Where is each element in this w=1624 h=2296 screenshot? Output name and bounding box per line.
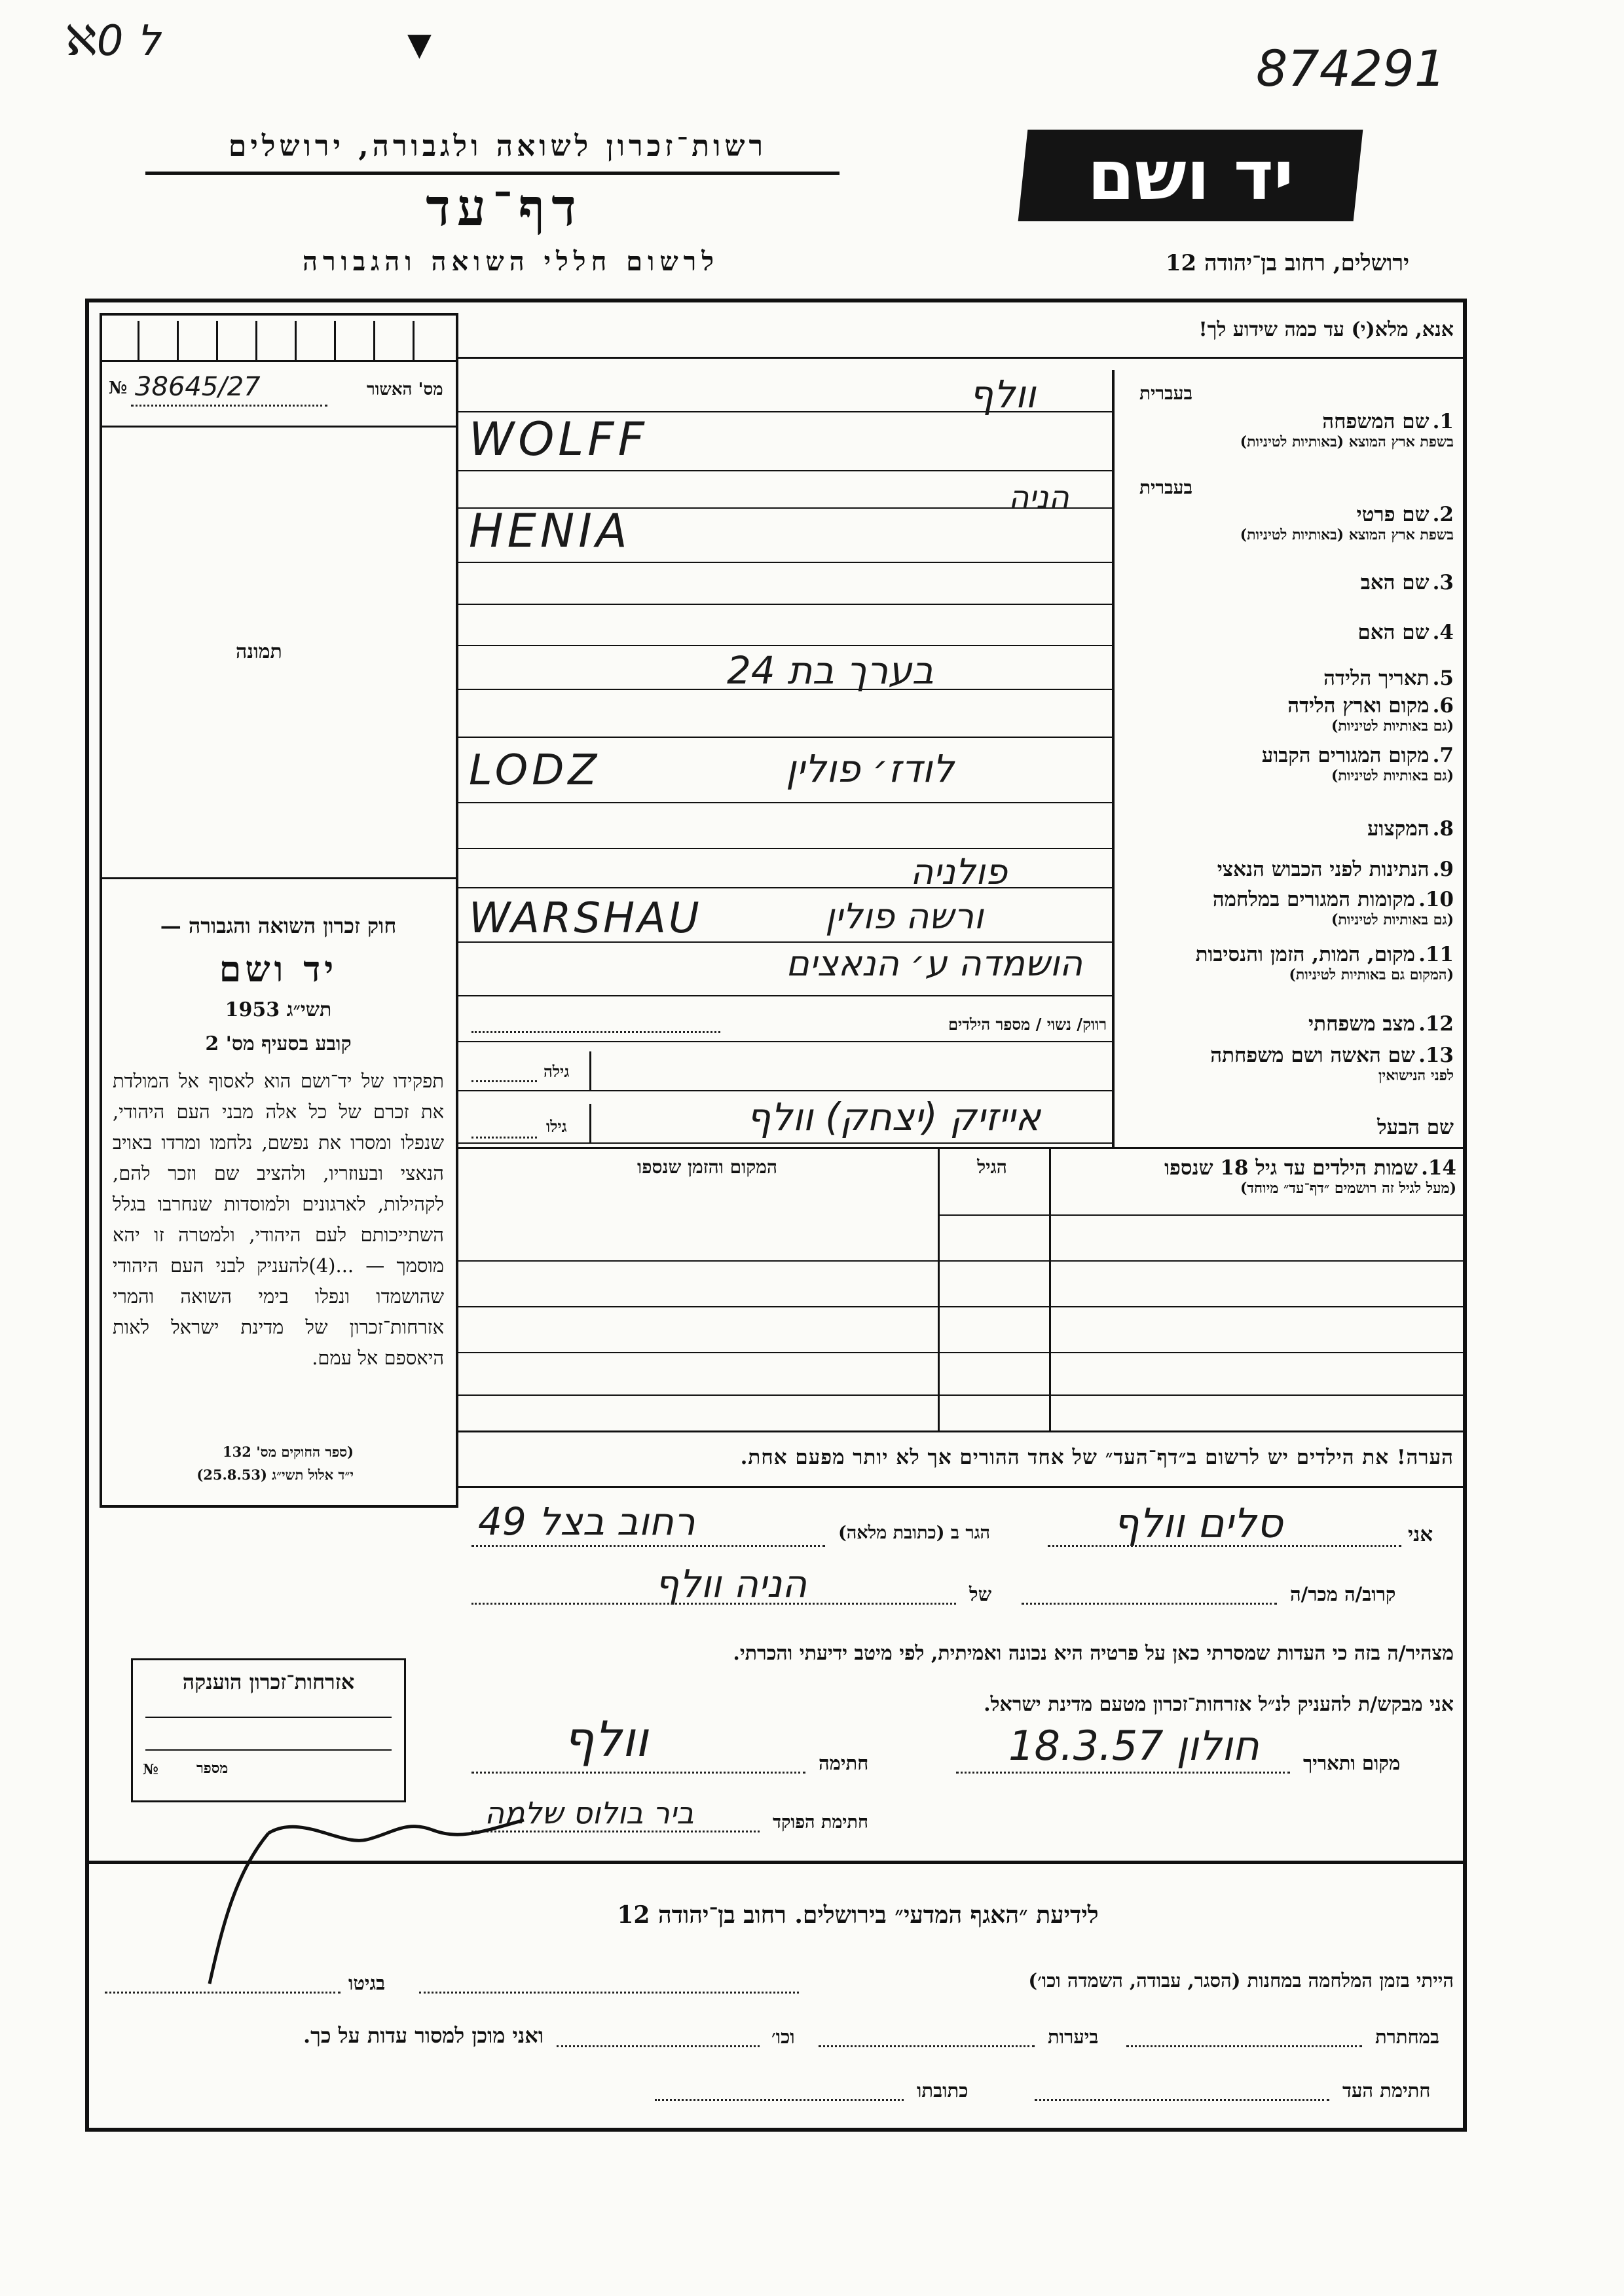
- wartime-latin: WARSHAU: [469, 894, 702, 943]
- bottom-line1-dots-b: [105, 1992, 341, 1994]
- residence-he: לודז׳ פולין: [786, 746, 954, 791]
- field-10-label: 10. מקומות המגורים במלחמה (גם באותיות לטיניות): [1212, 888, 1454, 928]
- law-name: יד ושם: [219, 948, 338, 990]
- field-7-label: 7. מקום המגורים הקבוע (גם באותיות לטיניות): [1261, 744, 1454, 784]
- resides-label: הגר ב (כתובת מלאה): [838, 1523, 991, 1543]
- corner-note: ℵ0 ל: [65, 17, 161, 65]
- authority-line: רשות־זכרון לשואה ולגבורה, ירושלים: [228, 130, 767, 163]
- husband-name-value: אייזיק (יצחק) וולף: [747, 1095, 1041, 1139]
- husband-age-line: [471, 1137, 537, 1139]
- approval-label: מס' האשור: [367, 380, 443, 399]
- children-header: 14. שמות הילדים עד גיל 18 שנספו (מעל לגיל זה רושמים ״דף־עד״ מיוחד): [1164, 1156, 1456, 1197]
- request-text: אני מבקש/ת להעניק לנ״ל אזרחות־זכרון מטעם מדינת ישראל.: [984, 1693, 1454, 1716]
- relative-name-line: [471, 1603, 956, 1605]
- place-date-line: [956, 1772, 1290, 1774]
- family-name-latin: WOLFF: [469, 412, 648, 466]
- bottom-line2-dots-c: [557, 2045, 760, 2047]
- bottom-line3-dots-b: [655, 2099, 904, 2101]
- citizenship-box-number: מספר: [196, 1760, 229, 1777]
- photo-top-line: [100, 426, 458, 428]
- citizenship-box-title: אזרחות־זכרון הוענקה: [182, 1669, 355, 1694]
- first-name-latin: HENIA: [469, 504, 631, 558]
- declaration-i-label: אני: [1408, 1523, 1433, 1546]
- bottom-title: לידיעת ״האגף המדעי״ בירושלים. רחוב בן־יהודה 12: [617, 1901, 1099, 1929]
- wife-age-label: גילה: [544, 1062, 570, 1081]
- relative-label: קרוב/ה מכר/ה: [1290, 1583, 1396, 1605]
- witness-address: רחוב בצל 49: [478, 1499, 695, 1544]
- children-note: הערה! את הילדים יש לרשום ב״דף־העד״ של אחד ההורים אך לא יותר מפעם אחת.: [740, 1446, 1454, 1469]
- family-name-he: וולף: [969, 372, 1036, 416]
- bottom-line1-a: הייתי בזמן המלחמה במחנות (הסגר, עבודה, השמדה וכו׳): [1028, 1969, 1454, 1992]
- address-line: [471, 1545, 825, 1547]
- citizenship-line-1: [145, 1717, 392, 1718]
- law-clause: קובע בסעיף מס' 2: [205, 1032, 352, 1055]
- page-subtitle: לרשום חללי השואה והגבורה: [302, 246, 720, 277]
- relative-line: [1022, 1603, 1277, 1605]
- law-source-1: (ספר החוקים מס' 132: [223, 1444, 354, 1460]
- page-title: דף־עד: [426, 178, 583, 238]
- bottom-section-divider: [85, 1861, 1467, 1864]
- law-title: חוק זכרון השואה והגבורה —: [160, 913, 397, 938]
- residence-latin: LODZ: [469, 746, 601, 795]
- header-address: ירושלים, רחוב בן־יהודה 12: [1165, 250, 1409, 276]
- law-year: תשי״ג 1953: [225, 998, 332, 1021]
- authority-underline: [145, 172, 840, 175]
- husband-age-divider: [589, 1104, 591, 1143]
- field-4-label: 4. שם האם: [1357, 621, 1454, 644]
- birth-date-value: בערך בת 24: [727, 648, 934, 693]
- field-13-label: 13. שם האשה ושם משפחתה לפני הנישואין: [1210, 1044, 1454, 1084]
- field-9-label: 9. הנתינות לפני הכבוש הנאצי: [1217, 858, 1454, 881]
- signature-value: וולף: [563, 1711, 648, 1768]
- wartime-he: ורשה פולין: [825, 896, 984, 937]
- official-value: ביר בולוס שלמה: [485, 1795, 694, 1831]
- yad-vashem-logo: [1018, 130, 1363, 221]
- law-text: תפקידו של יד־ושם הוא לאסוף אל המולדת את זכרם של כל אלה מבני העם היהודי, שנפלו ומסרו את נפשם, נלחמו ומרדו באויב הנאצי ובעוזריו, ולהציב שם וזכר להם, לקהילות, לארגונים ולמוסדות שנחרבו בגלל השתייכותם לעם היהודי, ולמטרה זו יהא מוסמך — ...(4)להעניק לבני העם היהודי שהושמדו ונפלו בימי השואה והמרי אזרחות־זכרון של מדינת ישראל לאות היאספם אל עמם.: [113, 1070, 445, 1369]
- official-label: חתימת הפוקד: [773, 1812, 868, 1832]
- approval-no: №: [109, 378, 128, 398]
- place-date-label: מקום ותאריך: [1303, 1752, 1401, 1774]
- field-6-label: 6. מקום וארץ הלידה (גם באותיות לטיניות): [1287, 694, 1454, 735]
- death-place-value: הושמדה ע׳ הנאצים: [786, 943, 1083, 984]
- declaration-text: מצהיר/ה בזה כי העדות שמסרתי כאן על פרטיה היא נכונה ואמיתית, לפי מיטב ידיעתי והכרתי.: [733, 1642, 1454, 1665]
- corner-mark: ▼: [407, 26, 432, 63]
- bottom-line2-d: ואני מוכן למסור עדות על כך.: [303, 2023, 544, 2048]
- bottom-line2-dots-b: [819, 2045, 1035, 2047]
- field-8-label: 8. המקצוע: [1367, 817, 1454, 841]
- hebrew-word-1: בעברית: [1139, 382, 1193, 404]
- bottom-line3-b: כתובתו: [917, 2079, 969, 2102]
- bottom-line2-dots-a: [1126, 2045, 1362, 2047]
- place-date-value: חולון 18.3.57: [1008, 1722, 1259, 1770]
- marital-status-line: [471, 1031, 720, 1033]
- relative-name: הניה וולף: [655, 1561, 807, 1606]
- nationality-value: פולניה: [910, 851, 1008, 892]
- citizenship-box-no: №: [143, 1761, 158, 1778]
- signature-flourish: [196, 1794, 537, 1990]
- witness-name: סלים וולף: [1113, 1499, 1283, 1547]
- children-col-place: המקום והזמן שנספו: [637, 1156, 777, 1178]
- bottom-line2-b: ביערות: [1048, 2026, 1099, 2048]
- bottom-line1-dots-a: [419, 1992, 799, 1994]
- field-2-label: 2. שם פרטי בשפת ארץ המוצא (באותיות לטיניות): [1240, 503, 1454, 543]
- hebrew-word-2: בעברית: [1139, 477, 1193, 498]
- approval-line: [131, 405, 327, 407]
- field-3-label: 3. שם האב: [1360, 571, 1454, 594]
- approval-value: 38645/27: [135, 372, 261, 402]
- citizenship-line-2: [145, 1749, 392, 1751]
- corner-number: 874291: [1256, 39, 1447, 98]
- wife-age-line: [471, 1080, 537, 1082]
- logo-text: יד ושם: [1087, 136, 1294, 215]
- bottom-line2-a: במחתרת: [1375, 2026, 1439, 2048]
- of-label: של: [969, 1583, 992, 1605]
- husband-age-label: גילו: [546, 1117, 567, 1136]
- bottom-line3-dots-a: [1035, 2099, 1329, 2101]
- instruction: אנא, מלא(י) עד כמה שידוע לך!: [1198, 318, 1454, 341]
- bottom-line2-c: וכו׳: [771, 2026, 795, 2048]
- bottom-line3-a: חתימת העד: [1342, 2079, 1431, 2102]
- note-bottom-line: [458, 1486, 1467, 1488]
- signature-label: חתימה: [819, 1752, 869, 1774]
- marital-status-options: רווק/ נשוי / מספר הילדים: [948, 1015, 1107, 1034]
- witness-name-line: [1048, 1545, 1401, 1547]
- field-5-label: 5. תאריך הלידה: [1323, 666, 1454, 690]
- field-1-label: 1. שם המשפחה בשפת ארץ המוצא (באותיות לטיניות): [1240, 410, 1454, 450]
- photo-label: תמונה: [236, 640, 282, 663]
- wife-age-divider: [589, 1051, 591, 1091]
- field-12-label: 12. מצב משפחתי: [1308, 1012, 1454, 1036]
- field-11-label: 11. מקום, המות, הזמן והנסיבות (המקום גם באותיות לטיניות): [1195, 943, 1454, 983]
- bottom-line1-b: בגיטו: [348, 1972, 386, 1994]
- children-col-age: הגיל: [977, 1156, 1007, 1178]
- first-name-he: הניה: [1008, 479, 1069, 516]
- photo-bottom-line: [100, 877, 458, 879]
- field-husband-label: שם הבעל: [1377, 1116, 1454, 1139]
- signature-line: [471, 1772, 805, 1774]
- law-source-2: י״ד אלול תשי״ג (25.8.53): [196, 1467, 354, 1483]
